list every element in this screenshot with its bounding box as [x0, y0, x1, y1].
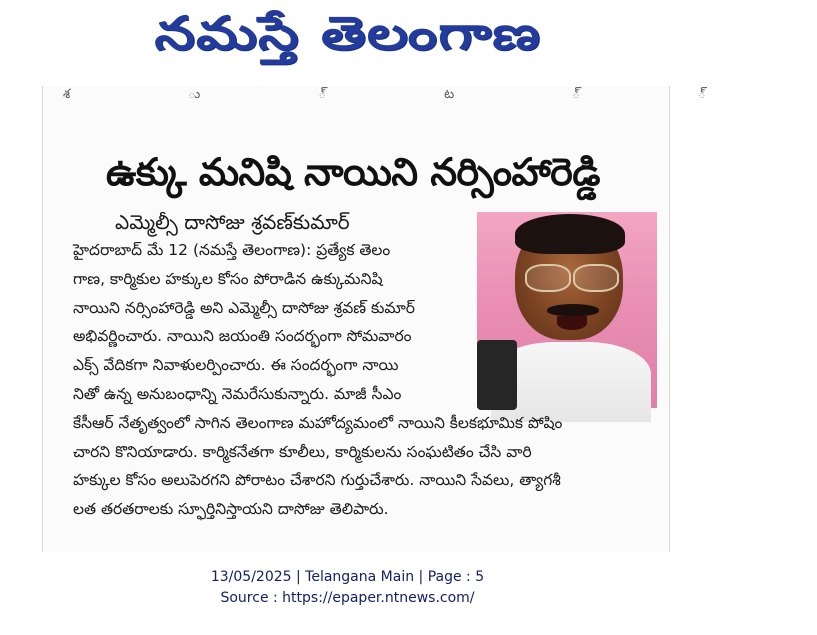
body-line: కేసీఆర్ నేతృత్వంలో సాగిన తెలంగాణ మహోద్యమంలో నాయిని కీలకభూమిక పోషిం	[73, 413, 563, 432]
publication-date-line: 13/05/2025 | Telangana Main | Page : 5	[210, 569, 485, 585]
body-line: లత తరతరాలకు స్ఫూర్తినిస్తాయని దాసోజు తెలిపారు.	[73, 500, 389, 519]
newspaper-logo: నమస్తే తెలంగాణ	[154, 6, 541, 60]
body-line: నాయిని నర్సింహారెడ్డి అని ఎమ్మెల్సీ దాసోజు శ్రవణ్ కుమార్	[73, 298, 415, 317]
source-url-line: Source : https://epaper.ntnews.com/	[220, 590, 475, 606]
article-clipping	[42, 86, 708, 552]
body-line: హక్కుల కోసం అలుపెరగని పోరాటం చేశారని గుర్తుచేశారు. నాయిని సేవలు, త్యాగశీ	[73, 471, 561, 490]
body-line: ఎక్స్ వేదికగా నివాళులర్పించారు. ఈ సందర్భంగా నాయి	[73, 356, 399, 375]
body-line: చారని కొనియాడారు. కార్మికనేతగా కూలీలు, కార్మికులను సంఘటితం చేసి వారి	[73, 442, 532, 461]
source-footer	[0, 567, 695, 609]
article-body	[73, 236, 653, 524]
article-byline: ఎమ్మెల్సీ దాసోజు శ్రవణ్‌కుమార్	[115, 210, 350, 234]
body-line: అభివర్ణించారు. నాయిని జయంతి సందర్భంగా సోమవారం	[73, 327, 412, 346]
masthead	[0, 0, 695, 78]
body-line: హైదరాబాద్ మే 12 (నమస్తే తెలంగాణ): ప్రత్యేక తెలం	[73, 241, 391, 259]
body-line: గాణ, కార్మికుల హక్కుల కోసం పోరాడిన ఉక్కుమనిషి	[73, 269, 383, 288]
article-headline: ఉక్కు మనిషి నాయిని నర్సింహారెడ్డి	[106, 150, 600, 194]
cut-off-text-line: శ ు ్ ట ్ ్	[63, 87, 708, 102]
body-line: నితో ఉన్న అనుబంధాన్ని నెమరేసుకున్నారు. మాజీ సీఎం	[73, 384, 402, 403]
